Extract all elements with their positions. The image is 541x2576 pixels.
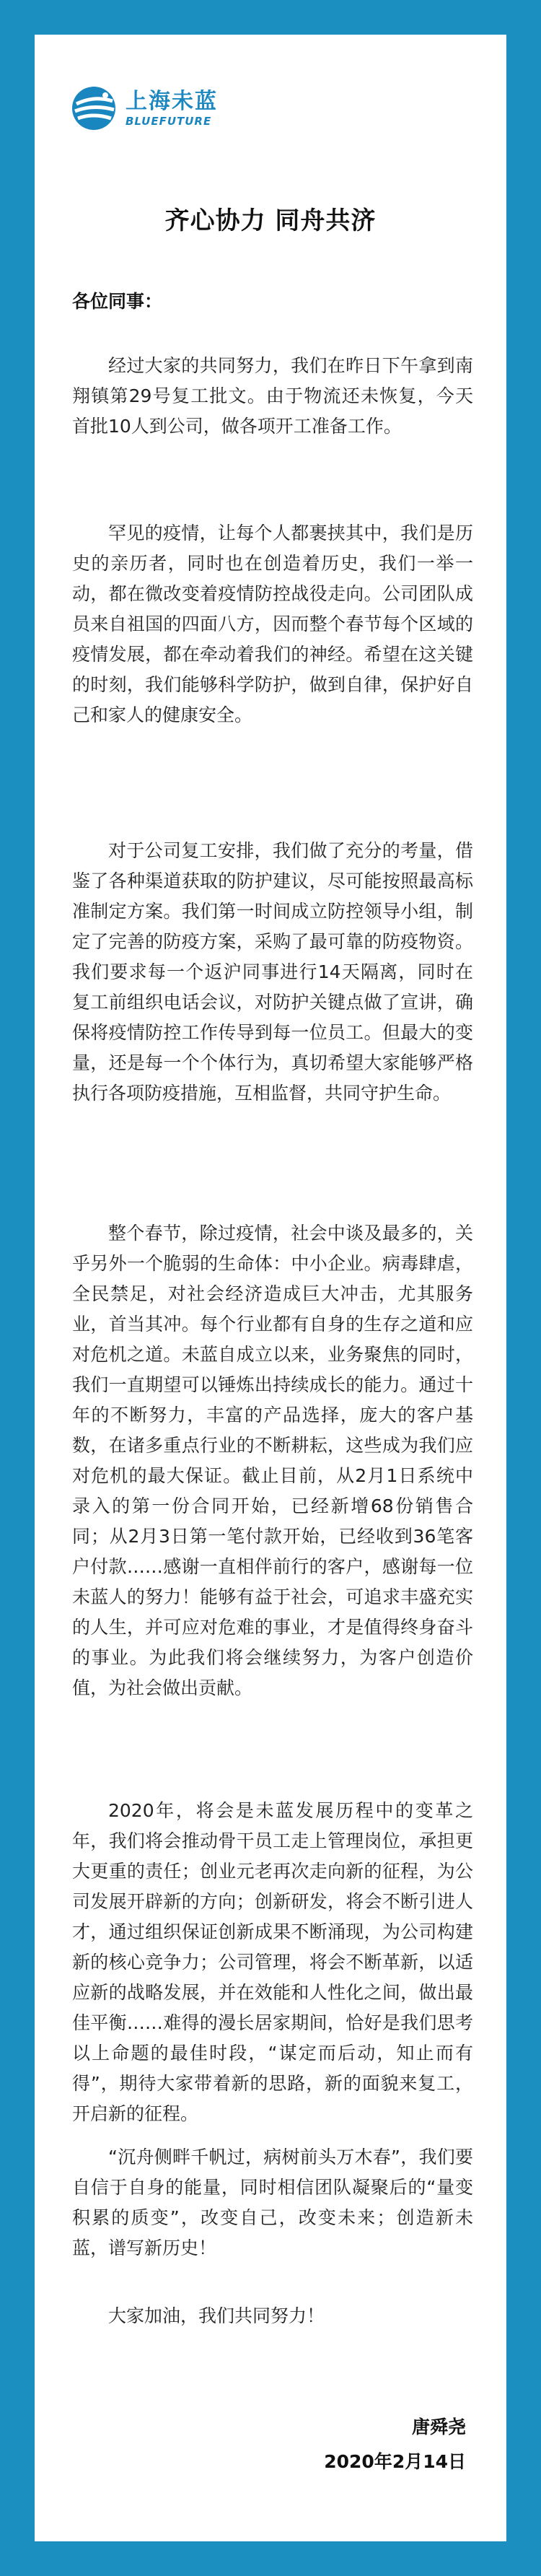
signer-name: 唐舜尧 [411, 2416, 466, 2437]
letter-greeting: 各位同事： [72, 291, 163, 312]
letter-date: 2020年2月14日 [324, 2451, 466, 2472]
paragraph-6: “沉舟侧畔千帆过，病树前头万木春”，我们要自信于自身的能量，同时相信团队凝聚后的“量变积累的质变”，改变自己，改变未来；创造新未蓝，谱写新历史！ [72, 2147, 473, 2258]
paragraph-1: 经过大家的共同努力，我们在昨日下午拿到南翔镇第29号复工批文。由于物流还未恢复，今天首批10人到公司，做各项开工准备工作。 [72, 355, 473, 437]
paragraph-7: 大家加油，我们共同努力！ [108, 2305, 325, 2326]
paragraph-4: 整个春节，除过疫情，社会中谈及最多的，关乎另外一个脆弱的生命体：中小企业。病毒肆虐，全民禁足，对社会经济造成巨大冲击，尤其服务业，首当其冲。每个行业都有自身的生存之道和应对危机之道。未蓝自成立以来，业务聚焦的同时，我们一直期望可以锤炼出持续成长的能力。通过十年的不断努力，丰富的产品选择，庞大的客户基数，在诸多重点行业的不断耕耘，这些成为我们应对危机的最大保证。截止目前，从2月1日系统中录入的第一份合同开始，已经新增68份销售合同；从2月3日第一笔付款开始，已经收到36笔客户付款……感谢一直相伴前行的客户，感谢每一位未蓝人的努力！能够有益于社会，可追求丰盛充实的人生，并可应对危难的事业，才是值得终身奋斗的事业。为此我们将会继续努力，为客户创造价值，为社会做出贡献。 [72, 1223, 473, 1698]
globe-logo-icon [71, 85, 117, 131]
paragraph-5: 2020年，将会是未蓝发展历程中的变革之年，我们将会推动骨干员工走上管理岗位，承担更大更重的责任；创业元老再次走向新的征程，为公司发展开辟新的方向；创新研发，将会不断引进人才，通过组织保证创新成果不断涌现，为公司构建新的核心竞争力；公司管理，将会不断革新，以适应新的战略发展，并在效能和人性化之间，做出最佳平衡……难得的漫长居家期间，恰好是我们思考以上命题的最佳时段，“谋定而后动，知止而有得”，期待大家带着新的思路，新的面貌来复工，开启新的征程。 [72, 1800, 473, 2124]
paragraph-2: 罕见的疫情，让每个人都裹挟其中，我们是历史的亲历者，同时也在创造着历史，我们一举一动，都在微改变着疫情防控战役走向。公司团队成员来自祖国的四面八方，因而整个春节每个区域的疫情发展，都在牵动着我们的神经。希望在这关键的时刻，我们能够科学防护，做到自律，保护好自己和家人的健康安全。 [72, 523, 473, 725]
logo-name-cn: 上海未蓝 [126, 89, 218, 114]
letter-title: 齐心协力 同舟共济 [164, 206, 377, 235]
letter-card [35, 35, 506, 2541]
company-logo [71, 85, 218, 131]
paragraph-3: 对于公司复工安排，我们做了充分的考量，借鉴了各种渠道获取的防护建议，尽可能按照最高标准制定方案。我们第一时间成立防控领导小组，制定了完善的防疫方案，采购了最可靠的防疫物资。我们要求每一个返沪同事进行14天隔离，同时在复工前组织电话会议，对防护关键点做了宣讲，确保将疫情防控工作传导到每一位员工。但最大的变量，还是每一个个体行为，真切希望大家能够严格执行各项防疫措施，互相监督，共同守护生命。 [72, 840, 473, 1104]
logo-name-en: BLUEFUTURE [126, 115, 212, 128]
